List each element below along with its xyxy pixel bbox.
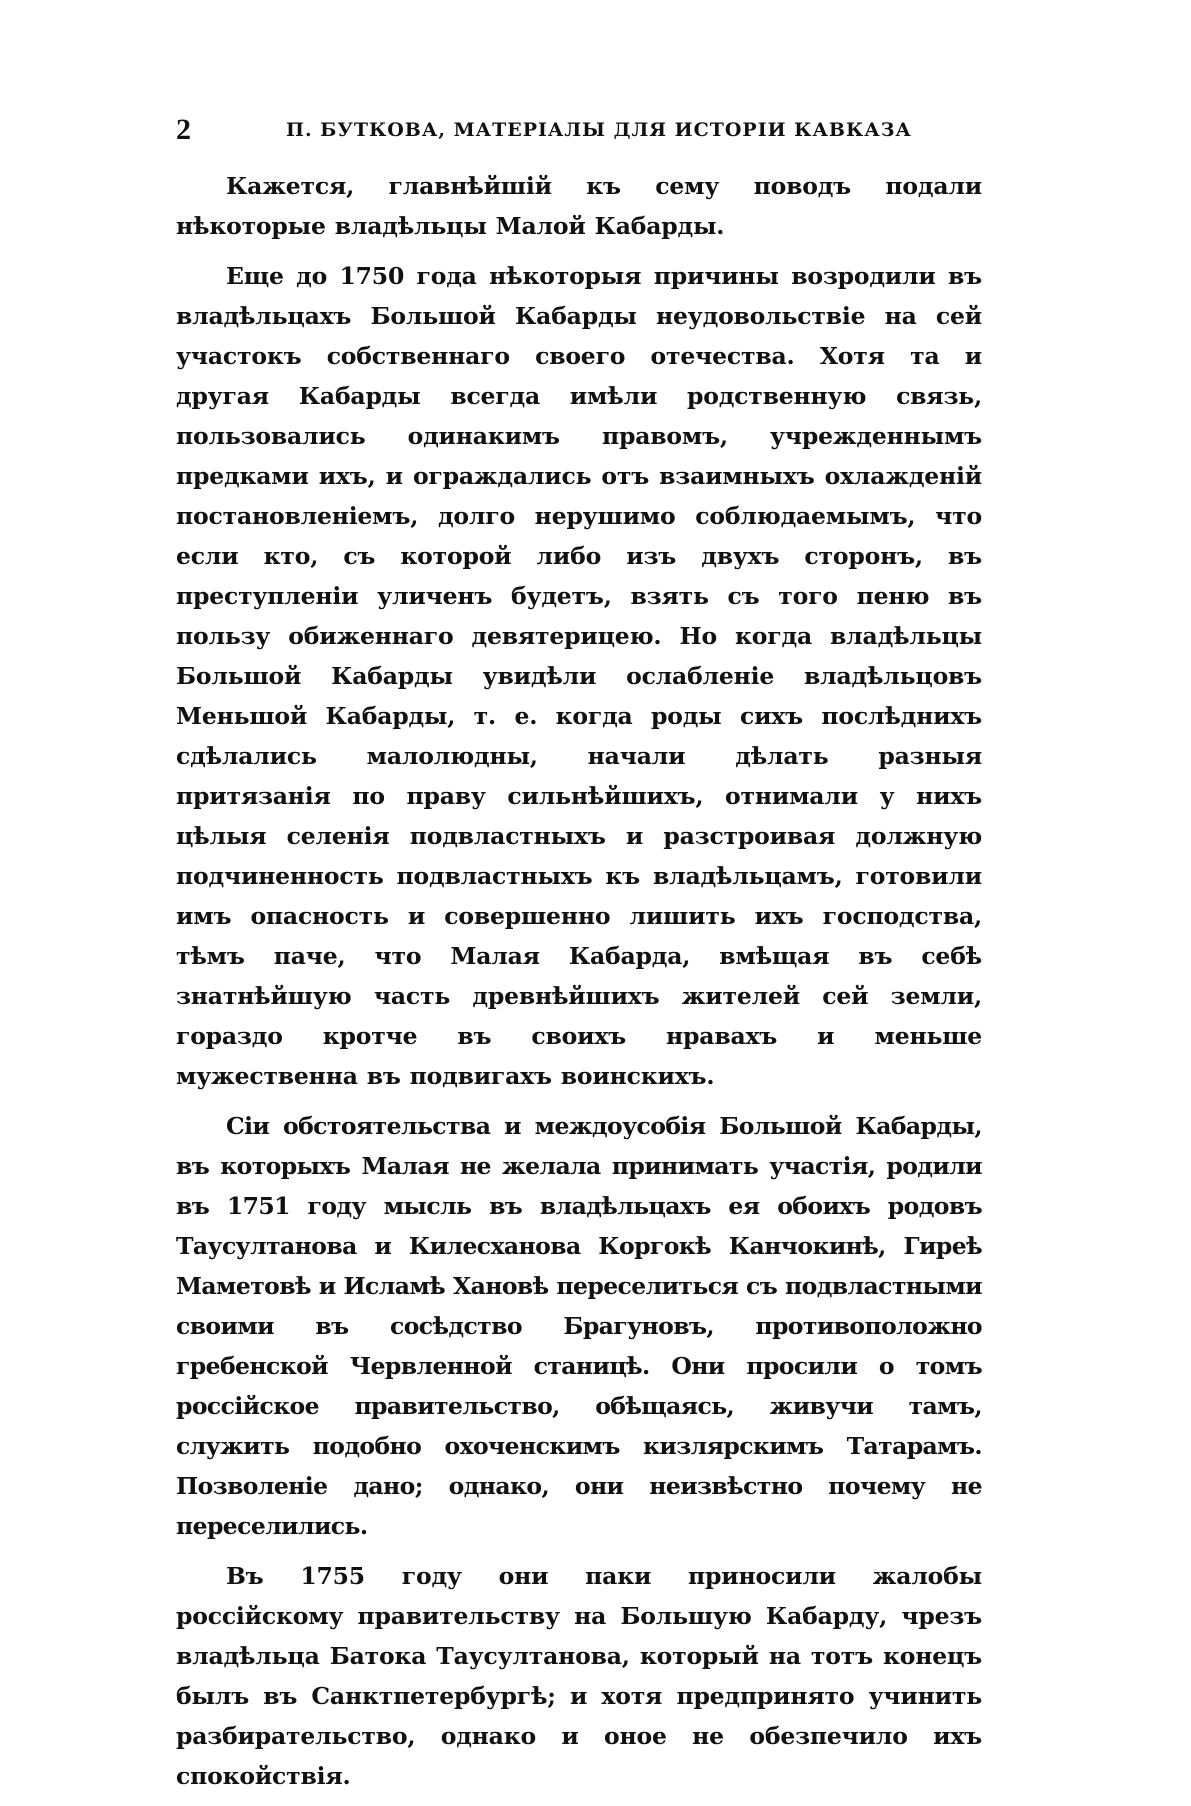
paragraph-3: Сіи обстоятельства и междоусобія Большой Кабарды, въ которыхъ Малая не желала принимать участія, родили въ 1751 году мысль въ владѣльцахъ ея обоихъ родовъ Таусултанова и Килесханова Коргокѣ Канчокинѣ, Гиреѣ Маметовѣ и Исламѣ Хановѣ переселиться съ подвластными своими въ сосѣдство Брагуновъ, противоположно гребенской Червленной станицѣ. Они просили о томъ россійское правительство, обѣщаясь, живучи тамъ, служить подобно охоченскимъ кизлярскимъ Татарамъ. Позволеніе дано; однако, они неизвѣстно почему не переселились. bbox=[176, 1112, 982, 1540]
running-head-title: П. БУТКОВА, МАТЕРІАЛЫ ДЛЯ ИСТОРІИ КАВКАЗА bbox=[286, 119, 912, 141]
paragraph-4: Въ 1755 году они паки приносили жалобы россійскому правительству на Большую Кабарду, чрезъ владѣльца Батока Таусултанова, который на тотъ конецъ былъ въ Санктпетербургѣ; и хотя предпринято учинить разбирательство, однако и оное не обезпечило ихъ спокойствія. bbox=[176, 1562, 982, 1790]
paragraph-2: Еще до 1750 года нѣкоторыя причины возродили въ владѣльцахъ Большой Кабарды неудовольствіе на сей участокъ собственнаго своего отечества. Хотя та и другая Кабарды всегда имѣли родственную связь, пользовались одинакимъ правомъ, учрежденнымъ предками ихъ, и ограждались отъ взаимныхъ охлажденій постановленіемъ, долго нерушимо соблюдаемымъ, что если кто, съ которой либо изъ двухъ сторонъ, въ преступленіи уличенъ будетъ, взять съ того пеню въ пользу обиженнаго девятерицею. Но когда владѣльцы Большой Кабарды увидѣли ослабленіе владѣльцовъ Меньшой Кабарды, т. е. когда роды сихъ послѣднихъ сдѣлались малолюдны, начали дѣлать разныя притязанія по праву сильнѣйшихъ, отнимали у нихъ цѣлыя селенія подвластныхъ и разстроивая должную подчиненность подвластныхъ къ владѣльцамъ, готовили имъ опасность и совершенно лишить ихъ господства, тѣмъ паче, что Малая Кабарда, вмѣщая въ себѣ знатнѣйшую часть древнѣйшихъ жителей сей земли, гораздо кротче въ своихъ нравахъ и меньше мужественна въ подвигахъ воинскихъ. bbox=[176, 262, 982, 1090]
page-number: 2 bbox=[176, 113, 191, 146]
body-text bbox=[176, 166, 982, 1806]
paragraph-1: Кажется, главнѣйшій къ сему поводъ подали нѣкоторые владѣльцы Малой Кабарды. bbox=[176, 172, 982, 240]
running-head bbox=[176, 112, 982, 148]
